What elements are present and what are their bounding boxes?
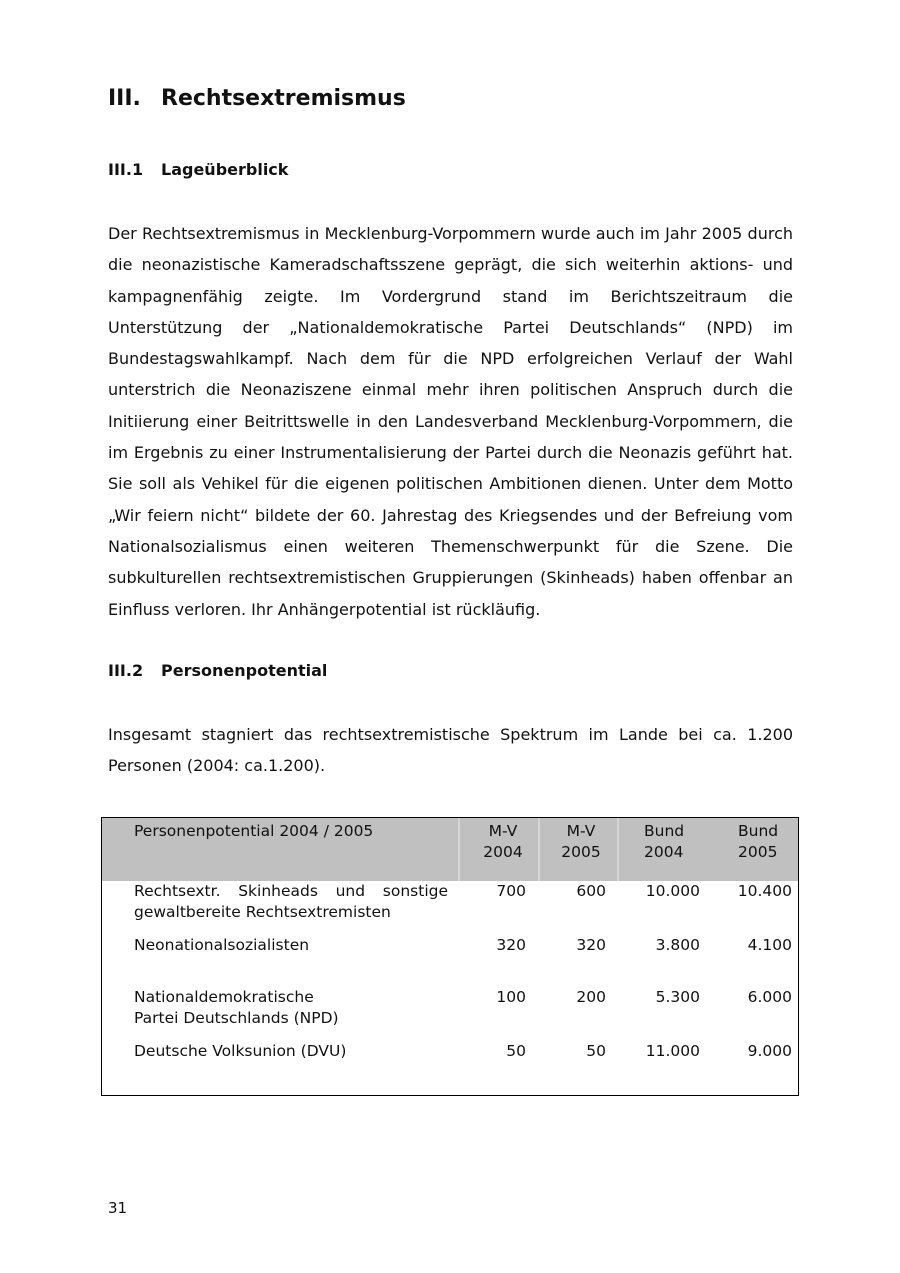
personenpotential-table bbox=[101, 817, 799, 1096]
section-title: Lageüberblick bbox=[161, 160, 289, 179]
header-mv2004 bbox=[476, 821, 530, 863]
row-value-bund2004: 11.000 bbox=[645, 1042, 700, 1060]
row-value-bund2004: 3.800 bbox=[655, 936, 700, 954]
page-number: 31 bbox=[108, 1199, 128, 1217]
row-value-mv2005: 200 bbox=[576, 988, 606, 1006]
row-value-mv2004: 100 bbox=[496, 988, 526, 1006]
header-bund2005 bbox=[738, 821, 796, 863]
row-value-mv2004: 50 bbox=[506, 1042, 526, 1060]
header-mv2005 bbox=[554, 821, 608, 863]
section-heading-personenpotential bbox=[108, 661, 327, 680]
row-value-bund2005: 4.100 bbox=[747, 936, 792, 954]
header-line: 2005 bbox=[561, 843, 601, 861]
row-value-mv2004: 700 bbox=[496, 882, 526, 900]
header-line: Bund bbox=[738, 822, 779, 840]
header-line: 2005 bbox=[738, 843, 778, 861]
header-line: Bund bbox=[644, 822, 685, 840]
header-line: M-V bbox=[566, 822, 596, 840]
table-row-label: Deutsche Volksunion (DVU) bbox=[134, 1042, 347, 1060]
chapter-heading bbox=[108, 86, 406, 111]
row-value-mv2005: 600 bbox=[576, 882, 606, 900]
personenpotential-paragraph: Insgesamt stagniert das rechtsextremistische Spektrum im Lande bei ca. 1.200 Personen (2004: ca.1.200). bbox=[108, 725, 793, 776]
column-divider bbox=[538, 818, 540, 881]
section-title: Personenpotential bbox=[161, 661, 328, 680]
header-bund2004 bbox=[644, 821, 704, 863]
table-row-label: Neonationalsozialisten bbox=[134, 936, 310, 954]
chapter-number: III. bbox=[108, 86, 141, 111]
row-value-bund2004: 5.300 bbox=[655, 988, 700, 1006]
section-number: III.2 bbox=[108, 661, 144, 680]
row-value-mv2004: 320 bbox=[496, 936, 526, 954]
row-value-bund2004: 10.000 bbox=[645, 882, 700, 900]
row-value-bund2005: 9.000 bbox=[747, 1042, 792, 1060]
row-value-mv2005: 50 bbox=[586, 1042, 606, 1060]
section-heading-lageueberblick bbox=[108, 160, 288, 179]
label-line: Partei Deutschlands (NPD) bbox=[134, 1009, 339, 1027]
header-label: Personenpotential 2004 / 2005 bbox=[134, 822, 374, 840]
lageueberblick-paragraph: Der Rechtsextremismus in Mecklenburg-Vorpommern wurde auch im Jahr 2005 durch die neonazistische Kameradschaftsszene geprägt, die sich weiterhin aktions- und kampagnenfähig zeigte. Im Vordergrund stand im Berichtszeitraum die Unterstützung der „Nationaldemokratische Partei Deutschlands“ (NPD) im Bundestagswahlkampf. Nach dem für die NPD erfolgreichen Verlauf der Wahl unterstrich die Neonaziszene einmal mehr ihren politischen Anspruch durch die Initiierung einer Beitrittswelle in den Landesverband Mecklenburg-Vorpommern, die im Ergebnis zu einer Instrumentalisierung der Partei durch die Neonazis geführt hat. Sie soll als Vehikel für die eigenen politischen Ambitionen dienen. Unter dem Motto „Wir feiern nicht“ bildete der 60. Jahrestag des Kriegsendes und der Befreiung vom Nationalsozialismus einen weiteren Themenschwerpunkt für die Szene. Die subkulturellen rechtsextremistischen Gruppierungen (Skinheads) haben offenbar an Einfluss verloren. Ihr Anhängerpotential ist rückläufig. bbox=[108, 224, 793, 619]
row-value-mv2005: 320 bbox=[576, 936, 606, 954]
column-divider bbox=[458, 818, 460, 881]
row-value-bund2005: 6.000 bbox=[747, 988, 792, 1006]
header-line: 2004 bbox=[483, 843, 523, 861]
table-row-label: Rechtsextr. Skinheads und sonstige gewaltbereite Rechtsextremisten bbox=[134, 882, 448, 921]
chapter-title: Rechtsextremismus bbox=[161, 86, 406, 111]
column-divider bbox=[617, 818, 619, 881]
table-row-label bbox=[134, 987, 448, 1029]
section-number: III.1 bbox=[108, 160, 144, 179]
header-line: 2004 bbox=[644, 843, 684, 861]
header-line: M-V bbox=[488, 822, 518, 840]
row-value-bund2005: 10.400 bbox=[737, 882, 792, 900]
label-line: Nationaldemokratische bbox=[134, 988, 314, 1006]
